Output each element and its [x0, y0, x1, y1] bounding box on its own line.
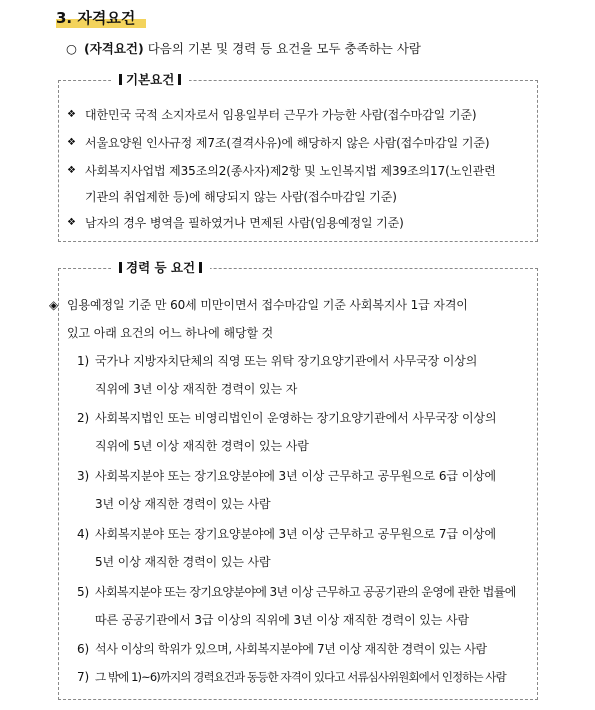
- bar-right-icon: [199, 262, 202, 273]
- diamond-bullet-icon: ❖: [67, 109, 76, 120]
- section-title: 3. 자격요건: [56, 6, 146, 30]
- circle-marker-icon: ○: [66, 41, 77, 56]
- basic-requirements-title: 기본요건: [111, 72, 189, 88]
- intro-label: (자격요건): [83, 41, 144, 56]
- intro-text: 다음의 기본 및 경력 등 요건을 모두 충족하는 사람: [143, 41, 421, 56]
- bar-right-icon: [178, 74, 181, 85]
- basic-requirements-box: 기본요건 ❖ 대한민국 국적 소지자로서 임용일부터 근무가 가능한 사람(접수마감일 기준) ❖ 서울요양원 인사규정 제7조(결격사유)에 해당하지 않은 사람(접수마감일 기준) ❖ 사회복지사업법 제35조의2(종사자)제2항 및 노인복지법 제39조의17(노인관련 기관의 취업제한 등)에 해당되지 않는 사람(접수마감일 기준) ❖ 남자의 경우 병역을 필하였거나 면제된 사람(임용예정일 기준): [58, 80, 538, 242]
- diamond-bullet-icon: ❖: [67, 137, 76, 148]
- intro-line: [66, 40, 586, 58]
- career-requirements-box: 경력 등 요건 ◈ 임용예정일 기준 만 60세 미만이면서 접수마감일 기준 사회복지사 1급 자격이 있고 아래 요건의 어느 하나에 해당할 것 1) 국가나 지방자치단체의 직영 또는 위탁 장기요양기관에서 사무국장 이상의 직위에 3년 이상 재직한 경력이 있는 자 2) 사회복지법인 또는 비영리법인이 운영하는 장기요양기관에서 사무국장 이상의 직위에 5년 이상 재직한 경력이 있는 사람 3) 사회복지분야 또는 장기요양분야에 3년 이상 근무하고 공무원으로 6급 이상에 3년 이상 재직한 경력이 있는 사람 4) 사회복지분야 또는 장기요양분야에 3년 이상 근무하고 공무원으로 7급 이상에 5년 이상 재직한 경력이 있는 사람 5) 사회복지분야 또는 장기요양분야에 3년 이상 근무하고 공공기관의 운영에 관한 법률에 따른 공공기관에서 3급 이상의 직위에 3년 이상 재직한 경력이 있는 사람 6) 석사 이상의 학위가 있으며, 사회복지분야에 7년 이상 재직한 경력이 있는 사람 7) 그 밖에 1)~6)까지의 경력요건과 동등한 자격이 있다고 서류심사위원회에서 인정하는 사람: [58, 268, 538, 700]
- diamond-dot-icon: ◈: [49, 298, 59, 312]
- bar-left-icon: [119, 74, 122, 85]
- diamond-bullet-icon: ❖: [67, 217, 76, 228]
- diamond-bullet-icon: ❖: [67, 165, 76, 176]
- career-requirements-title: 경력 등 요건: [111, 260, 210, 276]
- bar-left-icon: [119, 262, 122, 273]
